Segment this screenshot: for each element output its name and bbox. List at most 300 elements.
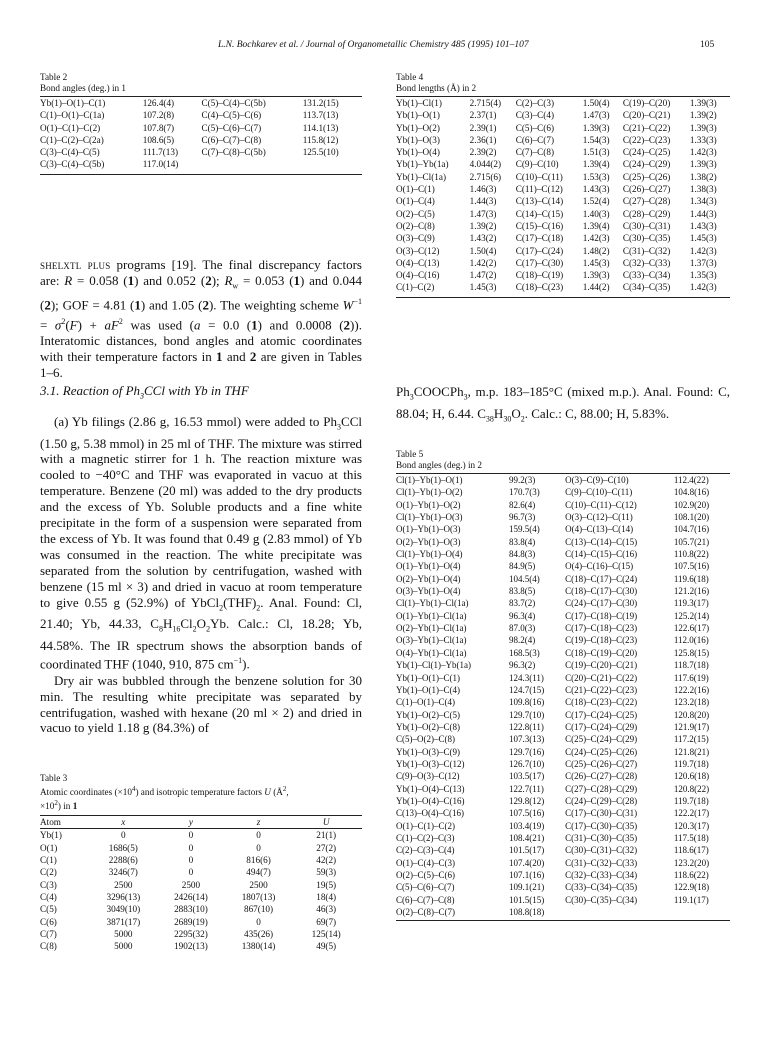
table-cell: 117.2(15) — [673, 734, 709, 745]
table-cell: 1.45(3) — [582, 257, 610, 268]
column-header: U — [322, 817, 330, 828]
table-cell: 107.1(16) — [508, 870, 545, 880]
table-cell: C(25)–C(26) — [622, 171, 671, 182]
table-3-header-row — [40, 816, 362, 828]
table-cell — [674, 906, 730, 918]
table-cell: O(2)–Yb(1)–O(4) — [396, 573, 461, 584]
table-cell: 1.54(3) — [582, 134, 610, 145]
table-5-row — [396, 844, 730, 856]
table-5-row — [396, 832, 730, 844]
table-cell: 112.0(16) — [673, 635, 709, 646]
table-cell: C(32)–C(33)–C(34) — [565, 870, 638, 880]
table-cell: 87.0(3) — [508, 623, 536, 634]
table-5-row — [396, 783, 730, 795]
table-cell: Yb(1)–O(1)–C(1) — [396, 672, 460, 683]
table-cell: C(6)–C(7)–C(8) — [201, 134, 262, 145]
paragraph-reaction-a — [40, 414, 362, 736]
table-4-row — [396, 195, 730, 207]
table-cell: 111.7(13) — [142, 147, 179, 158]
table-cell: 103.4(19) — [508, 820, 545, 831]
table-cell: C(10)–C(11)–C(12) — [565, 499, 637, 510]
column-header: Atom — [40, 817, 61, 828]
table-cell: 107.5(16) — [673, 561, 710, 572]
table-cell: O(1)–C(4)–C(3) — [396, 857, 455, 868]
table-cell: 101.5(15) — [508, 894, 545, 905]
table-cell: 1.53(3) — [582, 171, 610, 182]
table-cell: Yb(1)–Cl(1) — [396, 98, 442, 108]
table-cell: C(32)–C(33) — [622, 257, 671, 268]
table-cell: 2.36(1) — [469, 134, 497, 145]
table-cell: C(17)–C(24) — [515, 245, 564, 256]
table-cell: 1.38(3) — [689, 184, 717, 195]
paragraph-peroxide — [396, 384, 730, 427]
table-5-row — [396, 795, 730, 807]
table-cell: C(6) — [40, 916, 57, 927]
table-5-row — [396, 536, 730, 548]
table-cell: 1.39(2) — [469, 220, 497, 231]
table-cell: Yb(1)–O(3)–C(9) — [396, 746, 460, 757]
table-cell: O(1) — [40, 842, 58, 853]
table-cell: 123.2(18) — [673, 697, 710, 708]
table-cell: C(1)–O(1)–C(4) — [396, 697, 455, 708]
table-cell: Yb(1)–O(1)–C(4) — [396, 684, 460, 695]
table-cell: C(6)–C(7) — [515, 134, 555, 145]
table-cell: C(15)–C(16) — [515, 220, 564, 231]
table-5-row — [396, 486, 730, 498]
table-cell: 0 — [256, 842, 261, 853]
table-cell: C(34)–C(35) — [622, 282, 671, 293]
table-cell: C(20)–C(21) — [622, 110, 671, 121]
table-cell: 2883(10) — [174, 904, 208, 915]
table-cell: 2500 — [249, 879, 268, 890]
table-cell: Cl(1)–Yb(1)–O(1) — [396, 475, 463, 485]
table-cell: 2.39(2) — [469, 147, 497, 158]
table-2-row — [40, 97, 362, 109]
table-cell: 102.9(20) — [673, 499, 710, 510]
table-cell: C(9)–C(10)–C(11) — [565, 487, 633, 498]
table-cell: 159.5(4) — [508, 524, 540, 535]
table-cell: 83.8(4) — [508, 536, 536, 547]
table-cell: 1.39(3) — [689, 122, 717, 133]
table-cell: 1.44(3) — [469, 196, 497, 207]
table-cell: C(20)–C(21)–C(22) — [565, 672, 638, 683]
table-cell: 125.5(10) — [302, 147, 339, 158]
table-cell: 107.3(13) — [508, 734, 545, 745]
table-5-label: Table 5 — [396, 449, 424, 459]
table-cell: 131.2(15) — [302, 98, 339, 108]
table-3-row — [40, 891, 362, 903]
table-cell: C(13)–C(14)–C(15) — [565, 536, 638, 547]
table-5-row — [396, 721, 730, 733]
table-cell: 119.7(18) — [673, 758, 709, 769]
table-cell: 1.42(3) — [689, 245, 717, 256]
table-cell: 1.39(3) — [582, 122, 610, 133]
table-cell: C(27)–C(28) — [622, 196, 671, 207]
table-cell: C(11)–C(12) — [515, 184, 563, 195]
table-cell: 117.0(14) — [142, 159, 179, 170]
table-cell: C(17)–C(30)–C(35) — [565, 820, 638, 831]
table-cell: Cl(1)–Yb(1)–O(2) — [396, 487, 463, 498]
table-4-row — [396, 232, 730, 244]
table-cell: 124.3(11) — [508, 672, 544, 683]
table-cell: 107.8(7) — [142, 122, 175, 133]
table-cell: 170.7(3) — [508, 487, 540, 498]
table-cell: 122.8(11) — [508, 721, 544, 732]
table-cell: 1.42(3) — [689, 147, 717, 158]
table-5-row — [396, 659, 730, 671]
table-cell: 1.44(3) — [689, 208, 717, 219]
table-cell: 96.3(4) — [508, 610, 536, 621]
table-cell: 107.2(8) — [142, 110, 175, 121]
table-cell: C(24)–C(25) — [622, 147, 671, 158]
table-cell: C(21)–C(22) — [622, 122, 671, 133]
table-cell: O(3)–C(9)–C(10) — [565, 475, 629, 485]
table-cell: O(4)–Yb(1)–Cl(1a) — [396, 647, 467, 658]
table-cell: 109.8(16) — [508, 697, 545, 708]
table-cell: Cl(1)–Yb(1)–O(4) — [396, 549, 463, 560]
table-cell: 122.2(17) — [673, 808, 710, 819]
table-cell: C(1)–C(2) — [396, 282, 435, 293]
table-cell: C(18)–C(17)–C(30) — [565, 586, 638, 597]
table-cell: C(17)–C(18)–C(19) — [565, 610, 638, 621]
table-cell: Yb(1)–O(3) — [396, 134, 440, 145]
table-5-row — [396, 474, 730, 486]
table-cell: 108.1(20) — [673, 512, 710, 523]
table-cell: C(5)–C(6)–C(7) — [201, 122, 262, 133]
table-cell: C(1)–C(2)–C(2a) — [40, 134, 104, 145]
table-cell: C(7)–C(8) — [515, 147, 555, 158]
table-5-row — [396, 758, 730, 770]
table-2-label: Table 2 — [40, 72, 68, 82]
table-cell: C(31)–C(32)–C(33) — [565, 857, 638, 868]
table-5-row — [396, 696, 730, 708]
section-heading: 3.1. Reaction of $Ph_3CCl$ with Yb in THF — [40, 383, 249, 401]
table-cell: 494(7) — [246, 867, 271, 878]
table-cell: 118.6(17) — [673, 845, 709, 856]
table-3-row — [40, 903, 362, 915]
table-5-row — [396, 820, 730, 832]
table-cell: O(2)–Yb(1)–Cl(1a) — [396, 623, 467, 634]
table-4-row — [396, 208, 730, 220]
table-cell: 1.47(3) — [469, 208, 497, 219]
table-cell: 126.4(4) — [142, 98, 175, 108]
table-cell: 0 — [256, 916, 261, 927]
table-3-row — [40, 829, 362, 841]
table-cell: 19(5) — [316, 879, 337, 890]
table-cell: C(4)–C(5)–C(6) — [201, 110, 262, 121]
table-cell: 124.7(15) — [508, 684, 545, 695]
table-cell: C(18)–C(23)–C(22) — [565, 697, 638, 708]
table-cell: 2.715(6) — [469, 171, 502, 182]
table-cell: 1.50(4) — [469, 245, 497, 256]
table-cell: 42(2) — [316, 855, 337, 866]
table-3-header — [40, 816, 362, 828]
table-4-row — [396, 171, 730, 183]
table-cell: 1.39(3) — [689, 159, 717, 170]
table-cell: 1.39(2) — [689, 110, 717, 121]
table-5-row — [396, 585, 730, 597]
table-cell: 1.48(2) — [582, 245, 610, 256]
table-cell: 2.39(1) — [469, 122, 497, 133]
table-cell: 1.50(4) — [582, 98, 610, 108]
table-cell: 120.8(20) — [673, 709, 710, 720]
table-4-row — [396, 281, 730, 293]
table-cell: C(30)–C(35)–C(34) — [565, 894, 638, 905]
table-5-row — [396, 523, 730, 535]
table-cell: Yb(1) — [40, 830, 62, 841]
table-5-row — [396, 684, 730, 696]
table-cell: 1380(14) — [241, 941, 276, 952]
table-cell: C(4) — [40, 891, 57, 902]
table-5-row — [396, 881, 730, 893]
table-cell: 125.2(14) — [673, 610, 710, 621]
table-3-label: Table 3 — [40, 773, 68, 783]
table-cell: 121.2(16) — [673, 586, 710, 597]
table-5-row — [396, 807, 730, 819]
table-cell: O(4)–C(13)–C(14) — [565, 524, 634, 535]
table-5-row — [396, 906, 730, 918]
table-cell: 21(1) — [316, 830, 337, 841]
table-cell: 1.52(4) — [582, 196, 610, 207]
table-cell: 0 — [256, 830, 261, 841]
table-cell: 168.5(3) — [508, 647, 540, 658]
table-cell: O(3)–Yb(1)–Cl(1a) — [396, 635, 467, 646]
table-5 — [396, 449, 730, 921]
table-4-row — [396, 134, 730, 146]
table-cell: C(31)–C(32) — [622, 245, 671, 256]
table-cell: 112.4(22) — [673, 475, 709, 485]
table-2 — [40, 72, 362, 175]
table-5-row — [396, 709, 730, 721]
table-cell: 119.1(17) — [673, 894, 709, 905]
table-cell: C(25)–C(26)–C(27) — [565, 758, 638, 769]
table-cell: O(1)–Yb(1)–Cl(1a) — [396, 610, 467, 621]
table-2-row — [40, 134, 362, 146]
table-cell: 1.34(3) — [689, 196, 717, 207]
table-cell: C(2) — [40, 867, 57, 878]
table-cell: 83.8(5) — [508, 586, 536, 597]
table-cell: C(21)–C(22)–C(23) — [565, 684, 638, 695]
table-2-row — [40, 122, 362, 134]
table-cell: Cl(1)–Yb(1)–Cl(1a) — [396, 598, 469, 609]
table-4-row — [396, 97, 730, 109]
table-cell — [201, 158, 302, 170]
table-cell: 3296(13) — [106, 891, 141, 902]
table-cell: 46(3) — [316, 904, 337, 915]
table-cell: 125(14) — [311, 928, 341, 939]
table-cell: C(7) — [40, 928, 57, 939]
table-3-row — [40, 940, 362, 952]
table-cell: C(24)–C(29)–C(28) — [565, 795, 638, 806]
table-cell: 107.5(16) — [508, 808, 545, 819]
table-cell: O(1)–C(1)–C(2) — [396, 820, 455, 831]
table-cell: 18(4) — [316, 891, 337, 902]
table-5-row — [396, 622, 730, 634]
table-cell: 101.5(17) — [508, 845, 545, 856]
table-cell: 117.5(18) — [673, 832, 709, 843]
table-cell: 0 — [188, 867, 194, 878]
table-cell: C(9)–O(3)–C(12) — [396, 771, 460, 782]
table-cell: O(3)–C(12)–C(11) — [565, 512, 633, 523]
table-cell: 103.5(17) — [508, 771, 545, 782]
table-cell: Cl(1)–Yb(1)–O(3) — [396, 512, 463, 523]
table-cell: C(1)–C(2)–C(3) — [396, 832, 455, 843]
table-5-row — [396, 733, 730, 745]
table-cell: 120.3(17) — [673, 820, 710, 831]
table-cell: 1.39(4) — [582, 159, 610, 170]
table-cell: C(24)–C(17)–C(30) — [565, 598, 638, 609]
table-cell: O(4)–C(16)–C(15) — [565, 561, 634, 572]
table-cell: 0 — [121, 830, 126, 841]
table-cell: 59(3) — [316, 867, 337, 878]
table-5-row — [396, 610, 730, 622]
column-header: y — [188, 817, 193, 828]
table-4-label: Table 4 — [396, 72, 424, 82]
table-cell: 1.37(3) — [689, 257, 717, 268]
table-cell: O(1)–Yb(1)–O(2) — [396, 499, 461, 510]
table-cell: C(6)–C(7)–C(8) — [396, 894, 455, 905]
table-cell: C(10)–C(11) — [515, 171, 563, 182]
table-5-row — [396, 647, 730, 659]
table-cell: 122.6(17) — [673, 623, 710, 634]
table-3-row — [40, 916, 362, 928]
table-cell: 104.5(4) — [508, 573, 540, 584]
table-cell: Yb(1)–O(4)–C(13) — [396, 783, 465, 794]
table-cell: C(17)–C(24)–C(29) — [565, 721, 638, 732]
table-cell: 96.3(2) — [508, 660, 536, 671]
table-cell: C(5) — [40, 904, 57, 915]
table-cell: Yb(1)–O(2)–C(8) — [396, 721, 460, 732]
table-cell: 96.7(3) — [508, 512, 536, 523]
table-cell: C(13)–O(4)–C(16) — [396, 808, 464, 819]
table-cell: 1.39(3) — [689, 98, 717, 108]
table-cell: 1.43(2) — [469, 233, 497, 244]
table-cell: 1.38(2) — [689, 171, 717, 182]
table-cell: 120.8(22) — [673, 783, 710, 794]
table-cell: C(26)–C(27)–C(28) — [565, 771, 638, 782]
table-cell: 104.8(16) — [673, 487, 710, 498]
table-cell: 2.715(4) — [469, 98, 502, 108]
table-cell: 110.8(22) — [673, 549, 709, 560]
table-cell: C(28)–C(29) — [622, 208, 671, 219]
table-cell: C(9)–C(10) — [515, 159, 559, 170]
table-5-row — [396, 770, 730, 782]
table-cell: 435(26) — [243, 928, 274, 939]
table-cell: 117.6(19) — [673, 672, 709, 683]
table-4-row — [396, 245, 730, 257]
table-cell: 1.45(3) — [689, 233, 717, 244]
table-cell: 108.8(18) — [508, 907, 545, 918]
table-cell: C(5)–C(6) — [515, 122, 555, 133]
table-cell: O(1)–C(4) — [396, 196, 435, 207]
table-cell: 1.44(2) — [582, 282, 610, 293]
table-cell: 122.2(16) — [673, 684, 710, 695]
table-4-row — [396, 269, 730, 281]
table-cell: 816(6) — [246, 855, 271, 866]
table-cell: C(3)–C(4)–C(5) — [40, 147, 100, 158]
table-cell: 126.7(10) — [508, 758, 545, 769]
table-cell: 118.6(22) — [673, 870, 709, 880]
table-cell: 0 — [188, 855, 194, 866]
table-cell: 119.3(17) — [673, 598, 709, 609]
table-cell: C(8) — [40, 941, 57, 952]
table-cell: 109.1(21) — [508, 882, 545, 893]
table-5-row — [396, 869, 730, 881]
table-cell: Yb(1)–O(2)–C(5) — [396, 709, 460, 720]
table-cell: Yb(1)–O(4)–C(16) — [396, 795, 465, 806]
table-cell: 1686(5) — [108, 842, 138, 853]
table-cell: C(19)–C(18)–C(23) — [565, 635, 638, 646]
table-cell: C(14)–C(15) — [515, 208, 564, 219]
table-2-row — [40, 109, 362, 121]
table-cell: O(2)–Yb(1)–O(3) — [396, 536, 461, 547]
table-cell: C(25)–C(24)–C(29) — [565, 734, 638, 745]
table-cell: 1.45(3) — [469, 282, 497, 293]
table-5-row — [396, 672, 730, 684]
table-cell: C(18)–C(19)–C(20) — [565, 647, 638, 658]
table-cell: 2500 — [114, 879, 133, 890]
table-5-row — [396, 499, 730, 511]
table-cell: O(2)–C(8)–C(7) — [396, 907, 455, 918]
table-cell: 121.8(21) — [673, 746, 710, 757]
table-cell: 84.8(3) — [508, 549, 536, 560]
table-cell: 1.51(3) — [582, 147, 610, 158]
table-cell: Yb(1)–Yb(1a) — [396, 159, 449, 170]
table-cell: C(13)–C(14) — [515, 196, 564, 207]
table-cell: C(33)–C(34) — [622, 270, 671, 281]
table-cell: 129.7(16) — [508, 746, 545, 757]
table-cell: C(30)–C(31) — [622, 220, 671, 231]
table-cell: C(30)–C(35) — [622, 233, 671, 244]
table-cell: C(18)–C(17)–C(24) — [565, 573, 638, 584]
table-cell: C(30)–C(31)–C(32) — [565, 845, 638, 856]
table-3-body — [40, 829, 362, 952]
table-cell: 82.6(4) — [508, 499, 536, 510]
table-cell: C(31)–C(30)–C(35) — [565, 832, 638, 843]
table-cell: C(17)–C(30) — [515, 257, 564, 268]
table-cell: 49(5) — [316, 941, 337, 952]
table-cell: 2288(6) — [108, 855, 138, 866]
table-cell: 1.46(3) — [469, 184, 497, 195]
table-cell: 84.9(5) — [508, 561, 536, 572]
table-cell: 1.40(3) — [582, 208, 610, 219]
table-cell: 2426(14) — [174, 891, 208, 902]
table-cell: O(1)–Yb(1)–O(3) — [396, 524, 461, 535]
table-cell: C(27)–C(28)–C(29) — [565, 783, 638, 794]
table-3 — [40, 773, 362, 952]
table-5-row — [396, 746, 730, 758]
table-cell: 122.9(18) — [673, 882, 710, 893]
table-cell: C(2)–C(3)–C(4) — [396, 845, 455, 856]
table-cell: 1807(13) — [241, 891, 276, 902]
table-4-body — [396, 97, 730, 294]
table-5-row — [396, 560, 730, 572]
table-5-row — [396, 857, 730, 869]
table-cell: O(1)–C(1)–C(2) — [40, 122, 101, 133]
table-3-row — [40, 842, 362, 854]
table-cell: 120.6(18) — [673, 771, 710, 782]
table-cell: C(3)–C(4) — [515, 110, 555, 121]
table-cell: C(33)–C(34)–C(35) — [565, 882, 638, 893]
table-2-row — [40, 146, 362, 158]
table-cell: 115.8(12) — [302, 134, 339, 145]
table-cell: 122.7(11) — [508, 783, 544, 794]
table-cell: C(18)–C(23) — [515, 282, 564, 293]
table-cell: Yb(1)–O(2) — [396, 122, 440, 133]
table-cell: C(17)–C(18)–C(23) — [565, 623, 638, 634]
table-cell: C(17)–C(30)–C(31) — [565, 808, 638, 819]
table-cell: C(5)–C(4)–C(5b) — [201, 98, 266, 108]
